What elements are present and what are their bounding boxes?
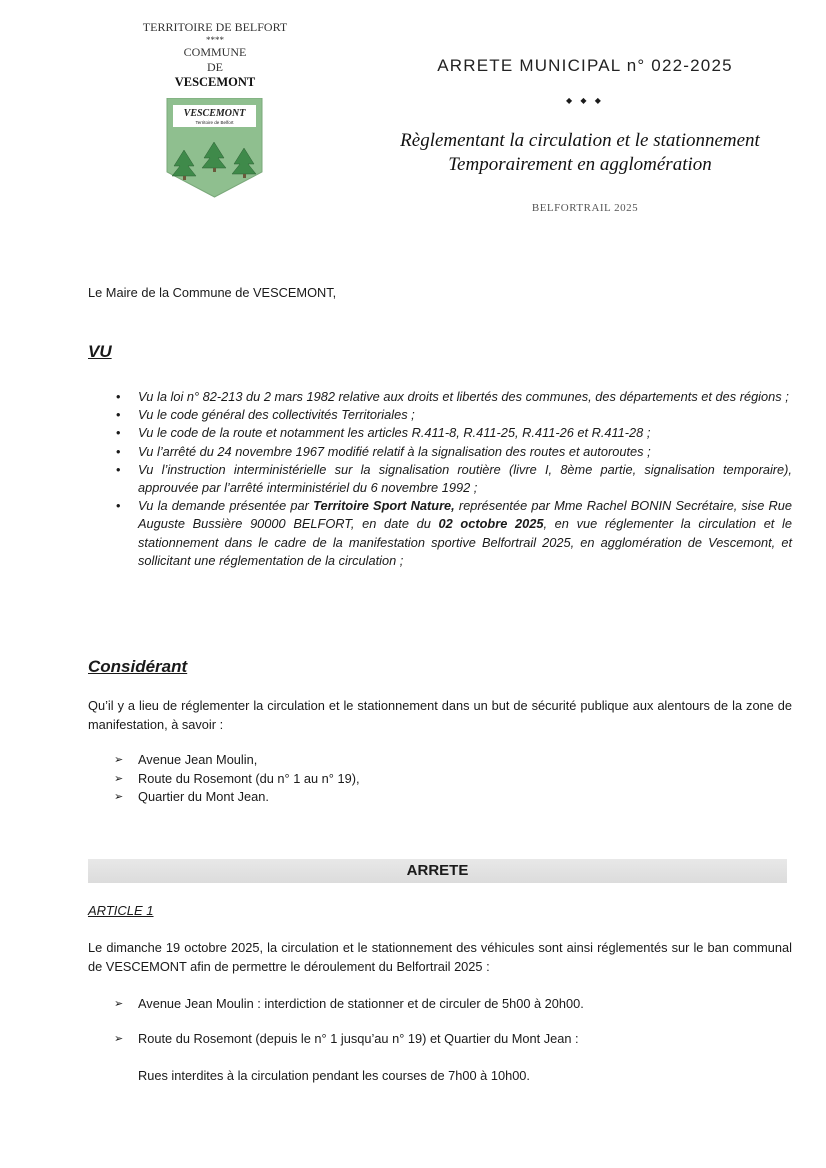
vu-item: • Vu le code de la route et notamment les articles R.411-8, R.411-25, R.411-26 et R.411-28 ; [112,424,792,442]
article-1-item-list [114,995,584,1014]
vu-text: , en vue réglementer la circulation et le stationnement dans le cadre de la manifestation sportive Belfortrail 2025, en agglomération de Vescemont, et sollicitant une réglementation de la circulation ; [138,516,792,568]
stars-separator: **** [206,35,224,45]
mayor-intro: Le Maire de la Commune de VESCEMONT, [88,285,337,300]
street-item: ➢ Quartier du Mont Jean. [114,788,360,807]
document-title: ARRETE MUNICIPAL n° 022-2025 [437,56,733,75]
street-list [114,751,360,807]
commune-line2: DE [207,60,223,74]
diamond-separator: ◆ ◆ ◆ [566,96,604,105]
arrete-heading: ARRETE [88,859,787,883]
svg-text:Territoire de Belfort: Territoire de Belfort [195,120,234,125]
commune-name: VESCEMONT [174,75,256,89]
svg-text:VESCEMONT: VESCEMONT [183,108,246,119]
vu-item: • Vu la loi n° 82-213 du 2 mars 1982 relative aux droits et libertés des communes, des départements et des régions ; [112,388,792,406]
vu-item: • Vu le code général des collectivités Territoriales ; [112,406,792,424]
event-name: BELFORTRAIL 2025 [531,202,639,214]
article-1-item: ➢ Route du Rosemont (depuis le n° 1 jusqu’au n° 19) et Quartier du Mont Jean : [114,1030,579,1049]
issuer-block [115,20,315,90]
street-item: ➢ Avenue Jean Moulin, [114,751,360,770]
article-1-title: ARTICLE 1 [88,903,154,918]
considerant-heading: Considérant [88,657,188,676]
considerant-text: Qu’il y a lieu de réglementer la circulation et le stationnement dans un but de sécurité publique aux alentours de la zone de manifestation, à savoir : [88,698,792,732]
commune-line1: COMMUNE [183,45,247,59]
department-name: TERRITOIRE DE BELFORT [142,20,288,34]
vu-item: • Vu l’instruction interministérielle sur la signalisation routière (livre I, 8ème partie, signalisation temporaire), approuvée par l’arrêté interministériel du 6 novembre 1992 ; [112,461,792,497]
article-1-item-detail: Rues interdites à la circulation pendant les courses de 7h00 à 10h00. [138,1068,530,1083]
article-1-item-list [114,1030,579,1049]
vu-heading: VU [88,342,112,361]
vu-item [112,497,792,570]
vu-text: Vu la demande présentée par [138,498,314,514]
street-item: ➢ Route du Rosemont (du n° 1 au n° 19), [114,770,360,789]
vu-item: • Vu l’arrêté du 24 novembre 1967 modifié relatif à la signalisation des routes et autoroutes ; [112,443,792,461]
subtitle-line2: Temporairement en agglomération [448,154,712,175]
vu-text: représentée par Mme Rachel BONIN Secrétaire, sise Rue Auguste Bussière 90000 BELFORT, en date du [138,498,792,532]
vu-list [112,388,792,570]
commune-crest-logo [166,98,263,198]
request-date: 02 octobre 2025 [438,516,544,532]
document-subtitle [360,129,800,177]
organizer-name: Territoire Sport Nature, [313,498,455,514]
subtitle-line1: Règlementant la circulation et le stationnement [400,130,760,151]
article-1-text: Le dimanche 19 octobre 2025, la circulation et le stationnement des véhicules sont ainsi réglementés sur le ban communal de VESCEMONT afin de permettre le déroulement du Belfortrail 2025 : [88,940,792,974]
article-1-item: ➢ Avenue Jean Moulin : interdiction de stationner et de circuler de 5h00 à 20h00. [114,995,584,1014]
